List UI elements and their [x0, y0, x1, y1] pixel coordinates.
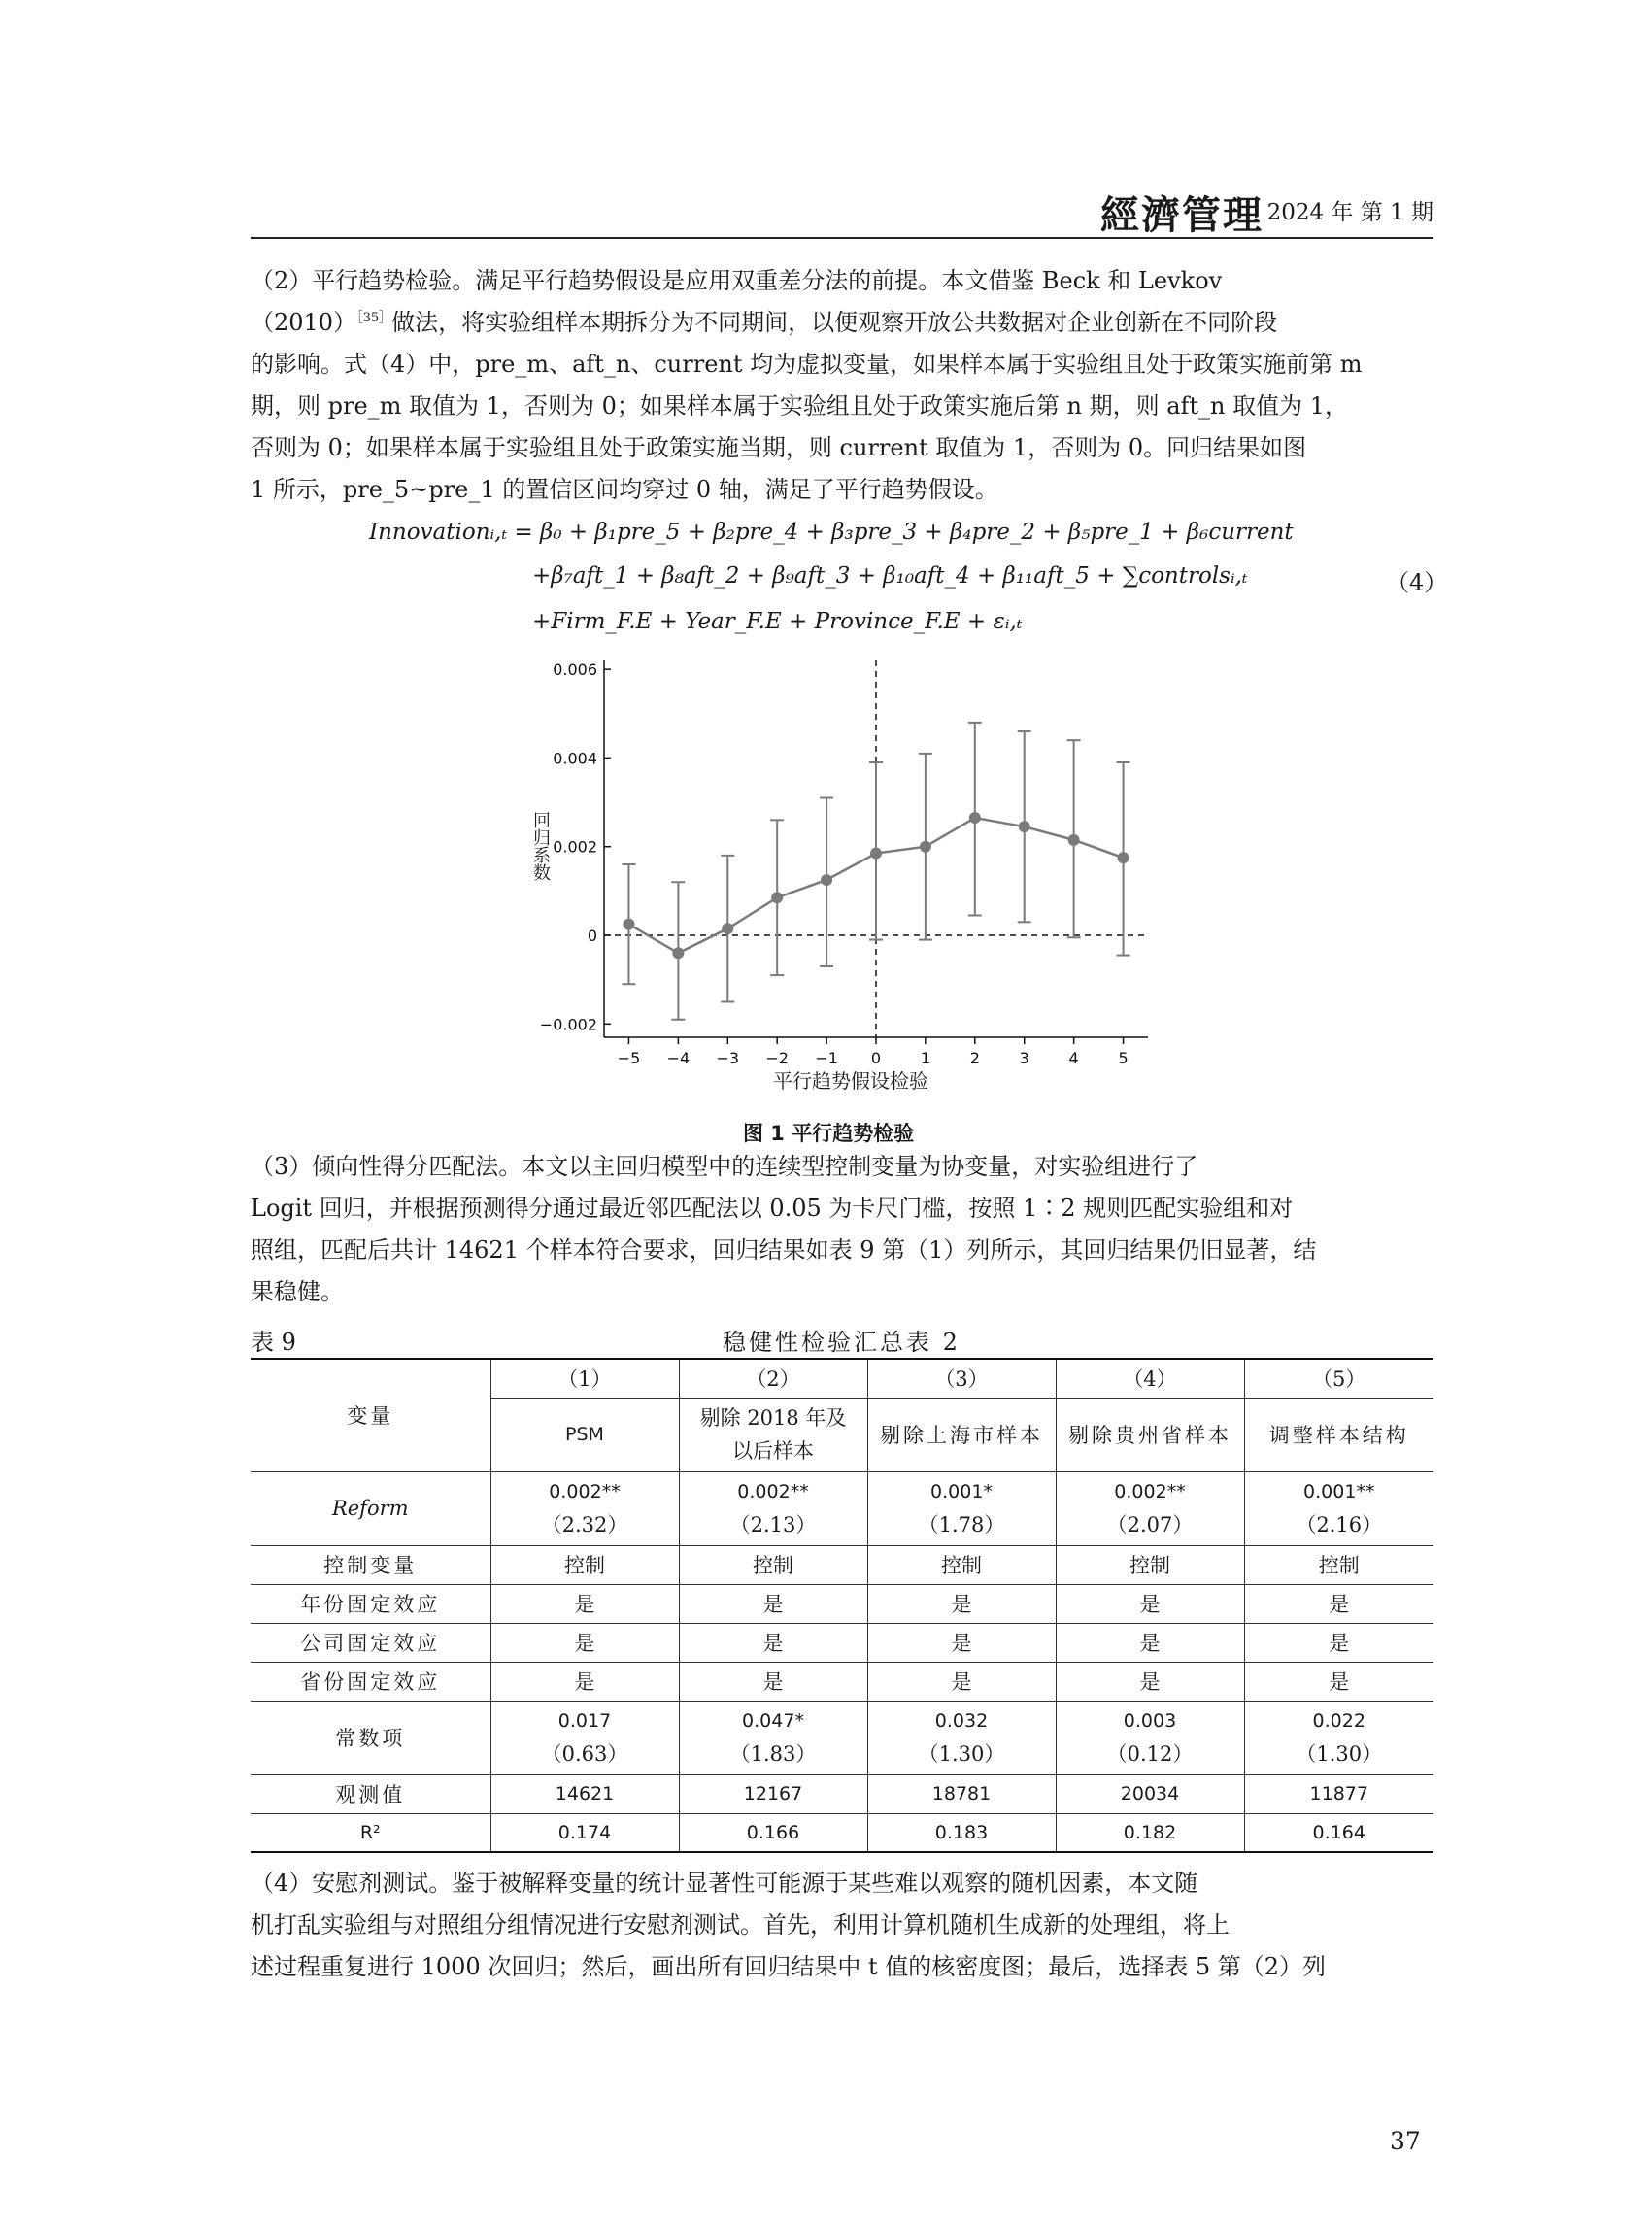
table-row-controls	[251, 1545, 1433, 1584]
const-coef: 0.047*	[742, 1710, 804, 1732]
x-tick-label: 5	[1118, 1049, 1129, 1067]
equation-line1: Innovationᵢ,ₜ = β₀ + β₁pre_5 + β₂pre_4 + β₃pre_3 + β₄pre_2 + β₅pre_1 + β₆current	[369, 520, 1294, 545]
coefficient-point	[722, 923, 733, 934]
x-tick-label: 3	[1019, 1049, 1029, 1067]
row-label-controls: 控制变量	[251, 1545, 490, 1584]
x-tick-label: 0	[870, 1049, 882, 1067]
r2-cell: 0.166	[679, 1813, 867, 1852]
year-fe-cell: 是	[867, 1584, 1056, 1623]
coefficient-point	[1068, 834, 1080, 846]
para1-line1: （2）平行趋势检验。满足平行趋势假设是应用双重差分法的前提。本文借鉴 Beck 和 Levkov	[251, 267, 1223, 294]
x-tick-label: 2	[969, 1049, 980, 1067]
reform-coef: 0.001**	[1303, 1481, 1375, 1502]
const-cell-1	[490, 1701, 679, 1774]
controls-cell: 控制	[679, 1545, 867, 1584]
prov-fe-cell: 是	[1056, 1662, 1244, 1701]
const-coef: 0.032	[934, 1710, 989, 1732]
para1-line2-year: （2010）	[251, 309, 357, 336]
table-row-firm-fe	[251, 1623, 1433, 1662]
const-tstat: （1.30）	[918, 1742, 1005, 1766]
x-tick-label: −4	[666, 1049, 691, 1067]
row-label-year-fe: 年份固定效应	[251, 1584, 490, 1623]
row-label-r2: R²	[251, 1813, 490, 1852]
coefficient-point	[821, 874, 832, 886]
equation-number: （4）	[1386, 569, 1448, 596]
table-label: 表 9	[251, 1329, 296, 1356]
prov-fe-cell: 是	[867, 1662, 1056, 1701]
firm-fe-cell: 是	[490, 1623, 679, 1662]
row-label-constant: 常数项	[251, 1701, 490, 1774]
obs-cell: 18781	[867, 1774, 1056, 1813]
reform-cell-4	[1056, 1471, 1244, 1545]
const-cell-2	[679, 1701, 867, 1774]
controls-cell: 控制	[1056, 1545, 1244, 1584]
equation-line2: +β₇aft_1 + β₈aft_2 + β₉aft_3 + β₁₀aft_4 + β₁₁aft_5 + ∑controlsᵢ,ₜ	[532, 563, 1248, 589]
chart-x-axis-label: 平行趋势假设检验	[773, 1069, 928, 1093]
table-row-reform	[251, 1471, 1433, 1545]
table-header-row-numbers	[251, 1359, 1433, 1398]
const-tstat: （0.12）	[1106, 1742, 1194, 1766]
y-tick-label: 0	[587, 927, 597, 946]
robustness-table	[251, 1358, 1433, 1853]
coefficient-point	[771, 892, 783, 903]
para1-line6: 1 所示，pre_5~pre_1 的置信区间均穿过 0 轴，满足了平行趋势假设。	[251, 476, 998, 503]
paragraph-parallel-trend	[251, 260, 1433, 511]
reform-tstat: （2.16）	[1296, 1513, 1383, 1536]
year-fe-cell: 是	[1244, 1584, 1433, 1623]
r2-cell: 0.164	[1244, 1813, 1433, 1852]
const-coef: 0.003	[1123, 1710, 1177, 1732]
reform-tstat: （1.78）	[918, 1513, 1005, 1536]
para1-line3: 的影响。式（4）中，pre_m、aft_n、current 均为虚拟变量，如果样本属于实验组且处于政策实施前第 m	[251, 351, 1363, 378]
table-row-r2	[251, 1813, 1433, 1852]
x-tick-label: −1	[815, 1049, 838, 1067]
parallel-trend-chart	[505, 646, 1165, 1068]
reform-cell-5	[1244, 1471, 1433, 1545]
year-fe-cell: 是	[490, 1584, 679, 1623]
y-tick-label: −0.002	[539, 1015, 597, 1034]
reform-coef: 0.002**	[1114, 1481, 1186, 1502]
firm-fe-cell: 是	[867, 1623, 1056, 1662]
table-row-year-fe	[251, 1584, 1433, 1623]
table-title: 稳健性检验汇总表 2	[723, 1329, 961, 1356]
col-name-4: 剔除贵州省样本	[1056, 1398, 1244, 1471]
controls-cell: 控制	[490, 1545, 679, 1584]
x-tick-label: 4	[1068, 1049, 1079, 1067]
page-number: 37	[1390, 2127, 1421, 2155]
reform-tstat: （2.13）	[729, 1513, 817, 1536]
para2-line3: 照组，匹配后共计 14621 个样本符合要求，回归结果如表 9 第（1）列所示，其回归结果仍旧显著，结	[251, 1236, 1317, 1264]
reform-coef: 0.002**	[549, 1481, 621, 1502]
controls-cell: 控制	[1244, 1545, 1433, 1584]
chart-y-axis-label: 回归系数	[530, 811, 551, 881]
obs-cell: 20034	[1056, 1774, 1244, 1813]
equation-line3: +Firm_F.E + Year_F.E + Province_F.E + εᵢ,ₜ	[532, 609, 1023, 634]
para1-line2-text: 做法，将实验组样本期拆分为不同期间，以便观察开放公共数据对企业创新在不同阶段	[391, 309, 1278, 336]
reform-tstat: （2.32）	[541, 1513, 628, 1536]
col-name-3: 剔除上海市样本	[867, 1398, 1056, 1471]
coefficient-point	[672, 947, 684, 959]
paragraph-psm	[251, 1146, 1433, 1313]
obs-cell: 12167	[679, 1774, 867, 1813]
col-name-2-line2: 以后样本	[732, 1439, 814, 1463]
r2-cell: 0.183	[867, 1813, 1056, 1852]
year-fe-cell: 是	[1056, 1584, 1244, 1623]
coefficient-point	[969, 812, 981, 824]
col-number-2: （2）	[679, 1359, 867, 1398]
para1-line5: 否则为 0；如果样本属于实验组且处于政策实施当期，则 current 取值为 1，否则为 0。回归结果如图	[251, 434, 1307, 461]
col-number-3: （3）	[867, 1359, 1056, 1398]
table-row-observations	[251, 1774, 1433, 1813]
para2-line2: Logit 回归，并根据预测得分通过最近邻匹配法以 0.05 为卡尺门槛，按照 1∶2 规则匹配实验组和对	[251, 1195, 1294, 1222]
obs-cell: 14621	[490, 1774, 679, 1813]
r2-cell: 0.182	[1056, 1813, 1244, 1852]
x-tick-label: −5	[617, 1049, 641, 1067]
reform-coef: 0.001*	[930, 1481, 993, 1502]
running-header	[251, 185, 1433, 238]
col-name-5: 调整样本结构	[1244, 1398, 1433, 1471]
paragraph-placebo	[251, 1863, 1433, 1988]
table-row-prov-fe	[251, 1662, 1433, 1701]
firm-fe-cell: 是	[679, 1623, 867, 1662]
const-tstat: （0.63）	[541, 1742, 628, 1766]
x-tick-label: −3	[716, 1049, 740, 1067]
prov-fe-cell: 是	[490, 1662, 679, 1701]
col-number-5: （5）	[1244, 1359, 1433, 1398]
col-number-4: （4）	[1056, 1359, 1244, 1398]
firm-fe-cell: 是	[1056, 1623, 1244, 1662]
const-cell-5	[1244, 1701, 1433, 1774]
para3-line2: 机打乱实验组与对照组分组情况进行安慰剂测试。首先，利用计算机随机生成新的处理组，将上	[251, 1911, 1230, 1939]
para3-line3: 述过程重复进行 1000 次回归；然后，画出所有回归结果中 t 值的核密度图；最后，选择表 5 第（2）列	[251, 1953, 1327, 1980]
coefficient-point	[623, 919, 634, 930]
col-name-2	[679, 1398, 867, 1471]
prov-fe-cell: 是	[1244, 1662, 1433, 1701]
const-coef: 0.017	[557, 1710, 612, 1732]
const-tstat: （1.30）	[1296, 1742, 1383, 1766]
col-name-2-line1: 剔除 2018 年及	[699, 1406, 847, 1430]
journal-title: 經濟管理	[1100, 192, 1264, 238]
const-cell-4	[1056, 1701, 1244, 1774]
y-tick-label: 0.002	[553, 837, 597, 857]
issue-info: 2024 年 第 1 期	[1266, 200, 1433, 225]
firm-fe-cell: 是	[1244, 1623, 1433, 1662]
table-row-constant	[251, 1701, 1433, 1774]
x-tick-label: 1	[920, 1049, 931, 1067]
x-tick-label: −2	[765, 1049, 789, 1067]
obs-cell: 11877	[1244, 1774, 1433, 1813]
const-cell-3	[867, 1701, 1056, 1774]
para2-line4: 果稳健。	[251, 1278, 344, 1305]
para1-line2	[251, 302, 1433, 344]
para1-line4: 期，则 pre_m 取值为 1，否则为 0；如果样本属于实验组且处于政策实施后第 n 期，则 aft_n 取值为 1，	[251, 392, 1349, 420]
coefficient-point	[870, 848, 882, 860]
table-corner-label: 变量	[251, 1359, 490, 1471]
reform-cell-1	[490, 1471, 679, 1545]
col-number-1: （1）	[490, 1359, 679, 1398]
reform-cell-3	[867, 1471, 1056, 1545]
reform-cell-2	[679, 1471, 867, 1545]
col-name-1: PSM	[490, 1398, 679, 1471]
row-label-reform: Reform	[251, 1471, 490, 1545]
reform-coef: 0.002**	[737, 1481, 809, 1502]
para3-line1: （4）安慰剂测试。鉴于被解释变量的统计显著性可能源于某些难以观察的随机因素，本文随	[251, 1870, 1198, 1897]
row-label-firm-fe: 公司固定效应	[251, 1623, 490, 1662]
reform-tstat: （2.07）	[1106, 1513, 1194, 1536]
r2-cell: 0.174	[490, 1813, 679, 1852]
coefficient-point	[1019, 821, 1030, 832]
coefficient-point	[920, 841, 931, 853]
coefficient-point	[1118, 852, 1129, 863]
controls-cell: 控制	[867, 1545, 1056, 1584]
row-label-observations: 观测值	[251, 1774, 490, 1813]
para2-line1: （3）倾向性得分匹配法。本文以主回归模型中的连续型控制变量为协变量，对实验组进行了	[251, 1153, 1198, 1180]
y-tick-label: 0.006	[553, 660, 597, 680]
y-tick-label: 0.004	[553, 749, 597, 768]
const-tstat: （1.83）	[729, 1742, 817, 1766]
citation-ref: ［35］	[356, 311, 392, 325]
row-label-prov-fe: 省份固定效应	[251, 1662, 490, 1701]
year-fe-cell: 是	[679, 1584, 867, 1623]
header-rule	[251, 237, 1433, 239]
const-coef: 0.022	[1312, 1710, 1365, 1732]
figure-caption: 图 1 平行趋势检验	[743, 1122, 915, 1145]
prov-fe-cell: 是	[679, 1662, 867, 1701]
